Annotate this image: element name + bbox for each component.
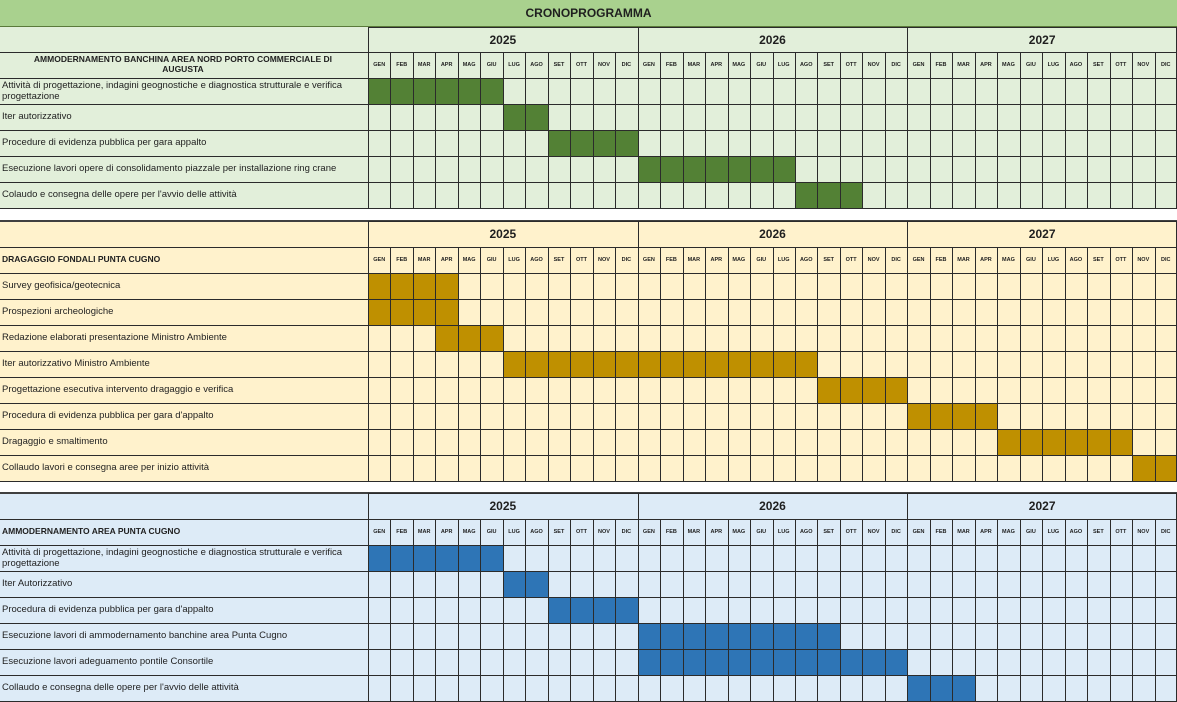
month-header: MAG [462,257,476,263]
month-header: GIU [486,62,497,68]
month-header: LUG [1047,529,1060,535]
grid-line [683,519,684,701]
task-label: Procedura di evidenza pubblica per gara d'appalto [2,604,214,616]
month-header: FEB [396,257,408,263]
month-header: GEN [373,257,386,263]
month-header: NOV [867,62,880,68]
grid-line [435,247,436,481]
grid-line [705,519,706,701]
month-header: MAR [687,257,701,263]
month-header: GIU [486,529,497,535]
month-header: MAG [462,62,476,68]
grid-line [952,247,953,481]
grid-line [795,519,796,701]
month-header: NOV [867,529,880,535]
grid-line [0,597,1177,598]
grid-line [1065,247,1066,481]
grid-line [503,52,504,208]
task-label: Dragaggio e smaltimento [2,436,108,448]
grid-line [705,52,706,208]
month-header: MAR [687,62,701,68]
grid-line [368,27,369,208]
month-header: NOV [1137,257,1150,263]
grid-line [1155,247,1156,481]
month-header: LUG [508,529,520,535]
grid-line [1110,247,1111,481]
month-header: MAR [417,62,431,68]
month-header: SET [1092,62,1104,68]
task-label: Colaudo e consegna delle opere per l'avvio delle attività [2,189,237,201]
grid-line [548,247,549,481]
year-header: 2027 [1028,499,1056,513]
month-header: OTT [1115,62,1127,68]
grid-line [795,52,796,208]
grid-line [750,519,751,701]
grid-line [1132,247,1133,481]
gantt-bar [638,623,840,649]
grid-line [0,247,1177,248]
grid-line [1155,52,1156,208]
month-header: DIC [891,257,901,263]
month-header: MAG [462,529,476,535]
grid-line [390,247,391,481]
grid-line [0,649,1177,650]
grid-line [997,52,998,208]
grid-line [975,52,976,208]
month-header: FEB [665,529,677,535]
month-header: NOV [1137,62,1150,68]
grid-line [728,519,729,701]
month-header: AGO [1069,529,1083,535]
month-header: FEB [935,257,947,263]
month-header: MAG [732,257,746,263]
task-label: Iter Autorizzativo [2,578,73,590]
grid-line [570,519,571,701]
grid-line [975,247,976,481]
grid-line [840,247,841,481]
task-label: Iter autorizzativo [2,111,72,123]
task-label: Collaudo lavori e consegna aree per inizio attività [2,462,210,474]
month-header: OTT [575,529,587,535]
month-header: GEN [912,529,925,535]
grid-line [660,247,661,481]
grid-line [1132,52,1133,208]
month-header: LUG [1047,257,1060,263]
grid-line [525,519,526,701]
grid-line [1087,519,1088,701]
month-header: GEN [642,257,655,263]
task-label: Attività di progettazione, indagini geognostiche e diagnostica strutturale e verifica progettazione [2,546,343,569]
grid-line [458,519,459,701]
grid-line [1042,519,1043,701]
month-header: MAR [957,62,970,68]
grid-line [593,519,594,701]
month-header: SET [553,257,565,263]
month-header: LUG [777,529,790,535]
month-header: GIU [1026,257,1036,263]
grid-line [750,52,751,208]
grid-line [0,455,1177,456]
month-header: LUG [777,62,790,68]
grid-line [1020,519,1021,701]
month-header: DIC [1161,257,1171,263]
month-header: APR [440,257,453,263]
grid-line [593,52,594,208]
month-header: MAG [1002,529,1015,535]
task-label: Collaudo e consegna delle opere per l'avvio delle attività [2,682,239,694]
month-header: GEN [912,62,925,68]
task-label: Survey geofisica/geotecnica [2,280,121,292]
grid-line [525,247,526,481]
month-header: GEN [912,257,925,263]
grid-line [1087,247,1088,481]
grid-line [660,52,661,208]
grid-line [1087,52,1088,208]
year-header: 2026 [759,32,786,47]
grid-line [997,519,998,701]
month-header: DIC [891,529,901,535]
grid-line [840,52,841,208]
grid-line [0,571,1177,572]
grid-line [930,519,931,701]
month-header: APR [980,529,992,535]
month-header: AGO [1069,62,1083,68]
grid-line [368,221,369,481]
month-header: OTT [575,257,587,263]
month-header: SET [1092,257,1104,263]
grid-line [0,377,1177,378]
month-header: MAG [732,62,746,68]
grid-line [638,27,639,208]
task-label: Attività di progettazione, indagini geognostiche e diagnostica strutturale e verifica progettazione [2,79,343,102]
grid-line [1132,519,1133,701]
month-header: APR [980,257,992,263]
grid-line [0,78,1177,79]
year-header: 2027 [1028,227,1056,241]
grid-line [840,519,841,701]
task-label: Procedura di evidenza pubblica per gara d'appalto [2,410,214,422]
month-header: SET [823,62,835,68]
grid-line [0,403,1177,404]
year-header: 2025 [489,227,517,241]
month-header: OTT [845,257,857,263]
month-header: NOV [597,257,610,263]
month-header: AGO [799,529,813,535]
grid-line [503,247,504,481]
grid-line [683,247,684,481]
month-header: AGO [530,257,543,263]
month-header: GEN [642,62,655,68]
section-title: AMMODERNAMENTO AREA PUNTA CUGNO [2,526,181,537]
section-title: AMMODERNAMENTO BANCHINA AREA NORD PORTO COMMERCIALE DI AUGUSTA [33,54,333,74]
section-title: DRAGAGGIO FONDALI PUNTA CUGNO [2,254,161,265]
grid-line [773,519,774,701]
month-header: SET [823,257,835,263]
grid-line [413,519,414,701]
grid-line [390,519,391,701]
grid-line [368,221,1177,222]
month-header: AGO [1069,257,1083,263]
grid-line [593,247,594,481]
grid-line [0,104,1177,105]
gantt-bar [907,675,974,701]
schedule-title: CRONOPROGRAMMA [0,0,1177,27]
grid-line [0,429,1177,430]
gantt-bar [795,182,862,208]
month-header: APR [980,62,992,68]
month-header: APR [440,529,453,535]
grid-line [458,52,459,208]
month-header: DIC [621,62,632,68]
grid-line [0,675,1177,676]
grid-line [683,52,684,208]
month-header: OTT [845,62,857,68]
month-header: FEB [935,62,947,68]
task-label: Esecuzione lavori adeguamento pontile Consortile [2,656,214,668]
month-header: AGO [530,62,543,68]
grid-line [480,247,481,481]
month-header: GEN [373,529,386,535]
month-header: AGO [799,62,813,68]
grid-line [728,52,729,208]
grid-line [525,52,526,208]
month-header: FEB [396,529,408,535]
month-header: APR [710,62,723,68]
gantt-bar [638,156,795,182]
month-header: NOV [1137,529,1150,535]
grid-line [817,52,818,208]
grid-line [817,519,818,701]
grid-line [615,52,616,208]
grid-line [570,247,571,481]
month-header: SET [1092,529,1104,535]
grid-line [773,52,774,208]
grid-line [975,519,976,701]
month-header: LUG [508,62,520,68]
grid-line [952,519,953,701]
month-header: MAR [957,257,970,263]
month-header: GEN [642,529,655,535]
month-header: FEB [665,62,677,68]
month-header: DIC [1161,62,1171,68]
grid-line [548,519,549,701]
grid-line [885,519,886,701]
task-label: Esecuzione lavori di ammodernamento banchine area Punta Cugno [2,630,288,642]
task-label: Procedure di evidenza pubblica per gara appalto [2,137,207,149]
grid-line [390,52,391,208]
grid-line [368,493,1177,494]
grid-line [773,247,774,481]
month-header: DIC [891,62,901,68]
month-header: NOV [597,529,610,535]
grid-line [0,273,1177,274]
grid-line [570,52,571,208]
task-label: Progettazione esecutiva intervento dragaggio e verifica [2,384,234,396]
grid-line [413,247,414,481]
month-header: LUG [508,257,520,263]
month-header: LUG [1047,62,1060,68]
month-header: MAG [1002,257,1015,263]
year-header: 2026 [759,499,786,513]
month-header: MAR [957,529,970,535]
grid-line [435,519,436,701]
month-header: FEB [665,257,677,263]
grid-line [1020,52,1021,208]
year-header: 2027 [1028,32,1056,47]
grid-line [930,247,931,481]
month-header: LUG [777,257,790,263]
month-header: MAR [417,257,431,263]
grid-line [638,493,639,701]
grid-line [728,247,729,481]
grid-line [458,247,459,481]
month-header: MAR [417,529,431,535]
grid-line [480,519,481,701]
grid-line [0,623,1177,624]
grid-line [0,325,1177,326]
grid-line [907,493,908,701]
grid-line [615,247,616,481]
month-header: OTT [845,529,857,535]
month-header: FEB [935,529,947,535]
grid-line [1042,52,1043,208]
month-header: NOV [867,257,880,263]
month-header: MAR [687,529,701,535]
grid-line [0,351,1177,352]
month-header: MAG [732,529,746,535]
year-header: 2025 [489,499,517,513]
month-header: GEN [373,62,386,68]
month-header: GIU [486,257,497,263]
grid-line [1020,247,1021,481]
task-label: Iter autorizzativo Ministro Ambiente [2,358,150,370]
grid-line [930,52,931,208]
grid-line [480,52,481,208]
grid-line [368,493,369,701]
grid-line [0,130,1177,131]
month-header: GIU [1026,62,1036,68]
task-label: Esecuzione lavori opere di consolidamento piazzale per installazione ring crane [2,163,337,175]
grid-line [435,52,436,208]
task-label: Prospezioni archeologiche [2,306,114,318]
grid-line [638,221,639,481]
grid-line [0,299,1177,300]
month-header: SET [823,529,835,535]
grid-line [952,52,953,208]
grid-line [795,247,796,481]
grid-line [0,481,1177,482]
grid-line [413,52,414,208]
grid-line [1065,52,1066,208]
grid-line [0,208,1177,209]
month-header: MAG [1002,62,1015,68]
grid-line [615,519,616,701]
month-header: GIU [756,62,767,68]
month-header: GIU [1026,529,1036,535]
month-header: DIC [621,257,632,263]
grid-line [907,221,908,481]
grid-line [705,247,706,481]
grid-line [0,52,1177,53]
grid-line [885,247,886,481]
grid-line [1042,247,1043,481]
month-header: GIU [756,529,767,535]
grid-line [862,247,863,481]
month-header: APR [710,529,723,535]
grid-line [0,519,1177,520]
grid-line [503,519,504,701]
month-header: DIC [1161,529,1171,535]
month-header: DIC [621,529,632,535]
grid-line [885,52,886,208]
month-header: SET [553,529,565,535]
task-label: Redazione elaborati presentazione Ministro Ambiente [2,332,227,344]
year-header: 2026 [759,227,786,241]
grid-line [817,247,818,481]
grid-line [862,52,863,208]
grid-line [750,247,751,481]
grid-line [1065,519,1066,701]
grid-line [1155,519,1156,701]
grid-line [368,27,1177,28]
month-header: OTT [1115,529,1127,535]
grid-line [0,545,1177,546]
month-header: APR [710,257,723,263]
grid-line [548,52,549,208]
grid-line [0,156,1177,157]
grid-line [907,27,908,208]
month-header: OTT [575,62,587,68]
gantt-bar [435,325,502,351]
grid-line [1110,52,1111,208]
month-header: OTT [1115,257,1127,263]
grid-line [0,182,1177,183]
month-header: NOV [597,62,610,68]
grid-line [862,519,863,701]
year-header: 2025 [489,32,517,47]
grid-line [660,519,661,701]
month-header: FEB [396,62,408,68]
month-header: APR [440,62,453,68]
month-header: AGO [799,257,813,263]
month-header: AGO [530,529,543,535]
month-header: SET [553,62,565,68]
month-header: GIU [756,257,767,263]
grid-line [997,247,998,481]
grid-line [1110,519,1111,701]
